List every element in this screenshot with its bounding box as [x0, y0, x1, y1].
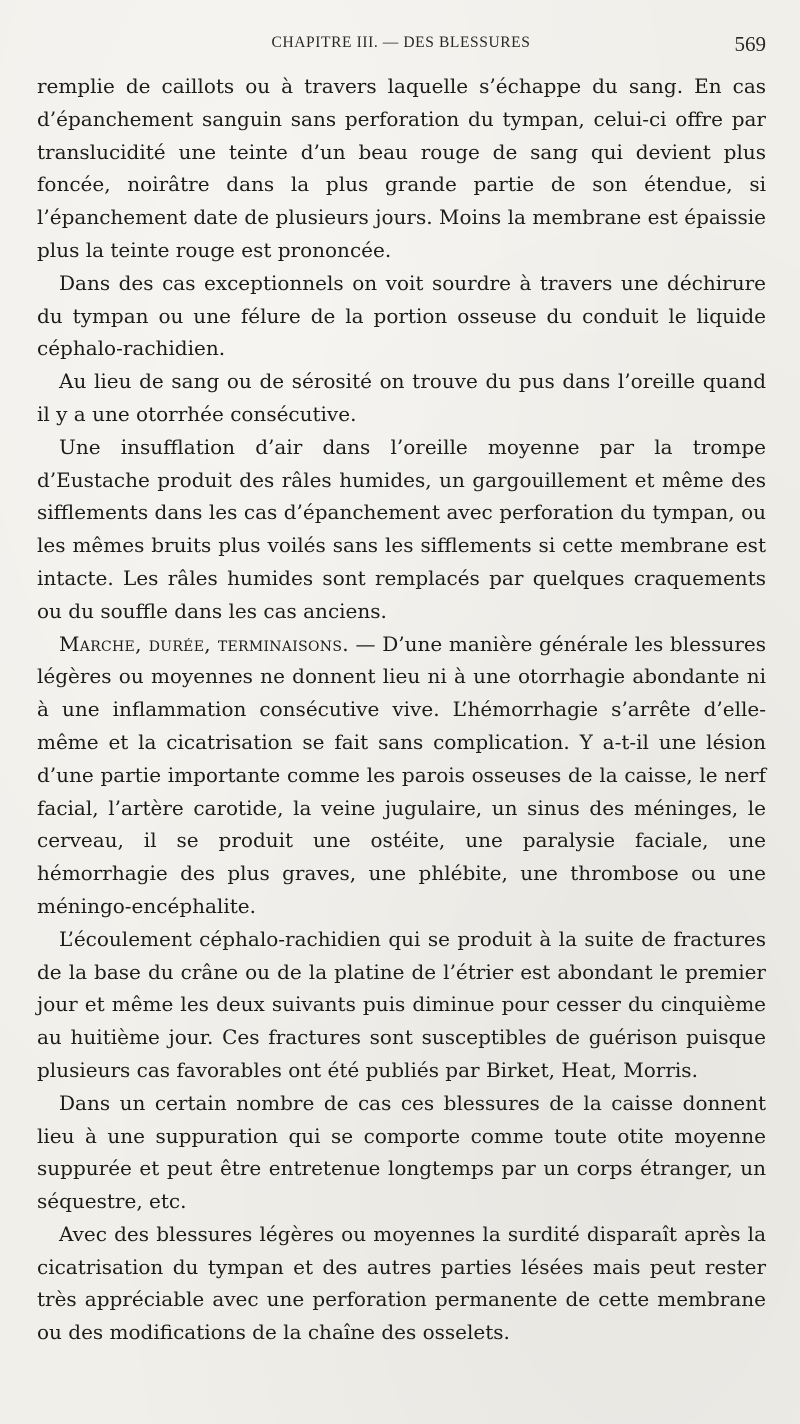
paragraph-section-marche: [37, 628, 766, 923]
paragraph: L’écoulement céphalo-rachidien qui se produit à la suite de fractures de la base du crâne ou de la platine de l’étrier est abondant le premier jour et même les deux suivants puis diminue pour cesser du cinquième au huitième jour. Ces fractures sont susceptibles de guérison puisque plusieurs cas favorables ont été publiés par Birket, Heat, Morris.: [37, 926, 766, 1082]
paragraph: Une insufflation d’air dans l’oreille moyenne par la trompe d’Eustache produit des râles humides, un gargouillement et même des sifflements dans les cas d’épanchement avec perforation du tympan, ou les mêmes bruits plus voilés sans les sifflements si cette membrane est intacte. Les râles humides sont remplacés par quelques craquements ou du souffle dans les cas anciens.: [37, 434, 766, 623]
paragraph: Dans des cas exceptionnels on voit sourdre à travers une déchirure du tympan ou une félure de la portion osseuse du conduit le liquide céphalo-rachidien.: [37, 270, 766, 361]
section-text-marche: — D’une manière générale les blessures légères ou moyennes ne donnent lieu ni à une otorrhagie abondante ni à une inflammation consécutive vive. L’hémorrhagie s’arrête d’elle-même et la cicatrisation se fait sans complication. Y a-t-il une lésion d’une partie importante comme les parois osseuses de la caisse, le nerf facial, l’artère carotide, la veine jugulaire, un sinus des méninges, le cerveau, il se produit une ostéite, une paralysie faciale, une hémorrhagie des plus graves, une phlébite, une thrombose ou une méningo-encéphalite.: [37, 631, 766, 918]
paragraph-continuation: remplie de caillots ou à travers laquelle s’échappe du sang. En cas d’épanchement sanguin sans perforation du tympan, celui-ci offre par translucidité une teinte d’un beau rouge de sang qui devient plus foncée, noirâtre dans la plus grande partie de son étendue, si l’épanchement date de plusieurs jours. Moins la membrane est épaissie plus la teinte rouge est prononcée.: [37, 74, 766, 262]
paragraph: Dans un certain nombre de cas ces blessures de la caisse donnent lieu à une suppuration qui se comporte comme toute otite moyenne suppurée et peut être entretenue longtemps par un corps étranger, un séquestre, etc.: [37, 1090, 766, 1214]
page-number: 569: [734, 32, 766, 56]
running-head: CHAPITRE III. — DES BLESSURES: [271, 34, 531, 51]
section-heading-marche: Marche, durée, terminaisons.: [59, 631, 349, 656]
paragraph: Avec des blessures légères ou moyennes la surdité disparaît après la cicatrisation du tympan et des autres parties lésées mais peut rester très appréciable avec une perforation permanente de cette membrane ou des modifications de la chaîne des osselets.: [37, 1221, 766, 1345]
body-text: [37, 70, 766, 1349]
paragraph: Au lieu de sang ou de sérosité on trouve du pus dans l’oreille quand il y a une otorrhée consécutive.: [37, 369, 766, 426]
page-header: [36, 32, 766, 58]
